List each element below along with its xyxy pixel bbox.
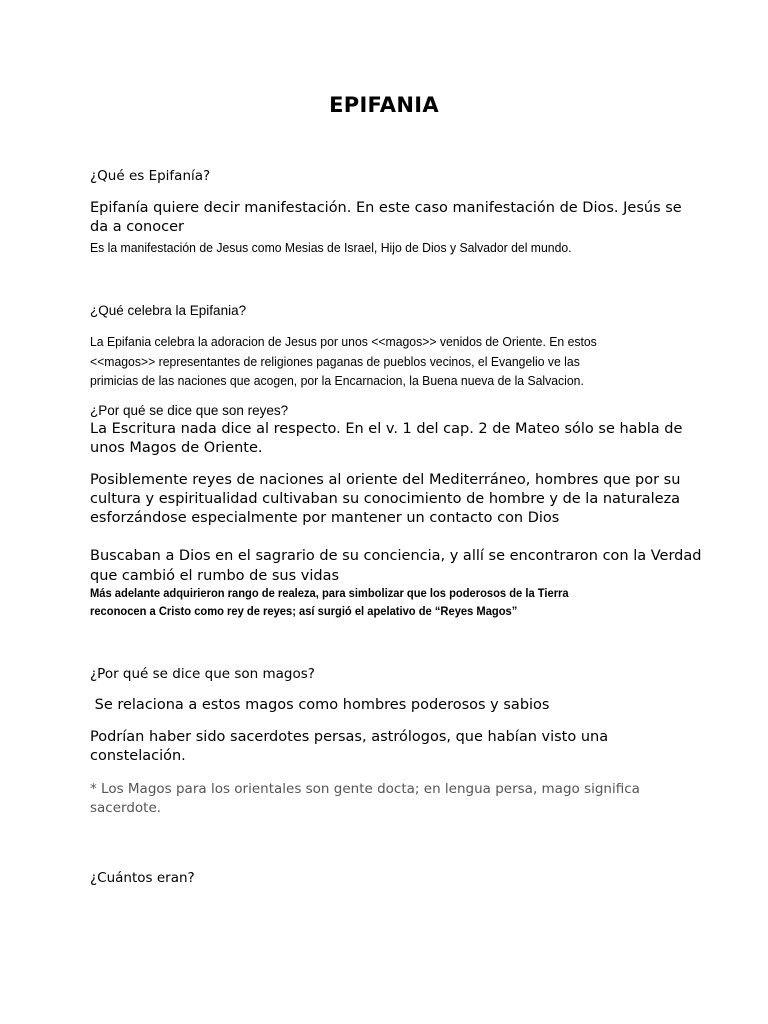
document-title: EPIFANIA: [329, 93, 439, 117]
paragraph-line: que cambió el rumbo de sus vidas: [90, 568, 340, 584]
paragraph-line: Se relaciona a estos magos como hombres poderosos y sabios: [90, 697, 550, 713]
paragraph-line: unos Magos de Oriente.: [90, 440, 263, 456]
question-cuantos-eran: ¿Cuántos eran?: [90, 870, 195, 886]
bold-paragraph-line: Más adelante adquirieron rango de realeza, para simbolizar que los poderosos de la Tierra: [90, 586, 569, 600]
question-que-es-epifania: ¿Qué es Epifanía?: [90, 168, 211, 184]
paragraph-line: Es la manifestación de Jesus como Mesias de Israel, Hijo de Dios y Salvador del mundo.: [90, 240, 572, 255]
question-por-que-magos: ¿Por qué se dice que son magos?: [90, 666, 315, 682]
paragraph-line: La Epifania celebra la adoracion de Jesus por unos <<magos>> venidos de Oriente. En estos: [90, 334, 597, 349]
note-line: sacerdote.: [90, 800, 162, 816]
note-line: * Los Magos para los orientales son gente docta; en lengua persa, mago significa: [90, 781, 640, 797]
question-por-que-reyes: ¿Por qué se dice que son reyes?: [90, 403, 289, 418]
bold-paragraph-line: reconocen a Cristo como rey de reyes; así surgió el apelativo de “Reyes Magos”: [90, 604, 518, 618]
paragraph-line: constelación.: [90, 748, 186, 764]
paragraph-line: La Escritura nada dice al respecto. En el v. 1 del cap. 2 de Mateo sólo se habla de: [90, 421, 683, 437]
paragraph-line: Epifanía quiere decir manifestación. En este caso manifestación de Dios. Jesús se: [90, 200, 682, 216]
question-que-celebra: ¿Qué celebra la Epifania?: [90, 303, 247, 318]
paragraph-line: primicias de las naciones que acogen, por la Encarnacion, la Buena nueva de la Salvacion.: [90, 373, 584, 388]
paragraph-line: cultura y espiritualidad cultivaban su conocimiento de hombre y de la naturaleza: [90, 491, 681, 507]
paragraph-line: Podrían haber sido sacerdotes persas, astrólogos, que habían visto una: [90, 729, 609, 745]
paragraph-line: Posiblemente reyes de naciones al oriente del Mediterráneo, hombres que por su: [90, 472, 681, 488]
paragraph-line: da a conocer: [90, 219, 184, 235]
paragraph-line: <<magos>> representantes de religiones paganas de pueblos vecinos, el Evangelio ve las: [90, 354, 580, 369]
paragraph-line: Buscaban a Dios en el sagrario de su conciencia, y allí se encontraron con la Verdad: [90, 548, 702, 564]
paragraph-line: esforzándose especialmente por mantener un contacto con Dios: [90, 510, 560, 526]
